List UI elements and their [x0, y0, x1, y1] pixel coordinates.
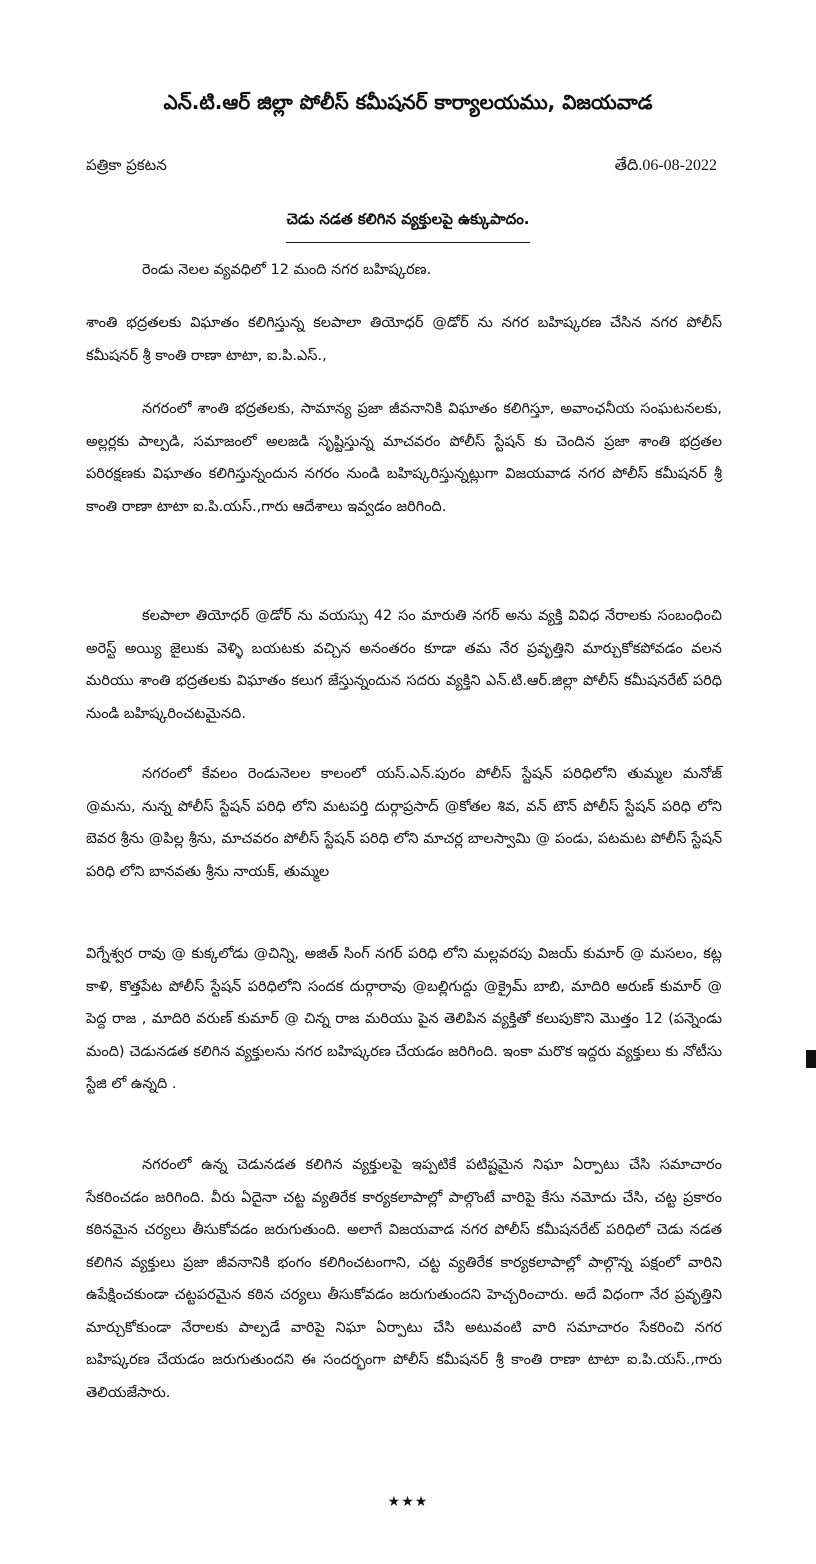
scrollbar-marker[interactable] [806, 1050, 816, 1068]
summary-paragraph: శాంతి భద్రతలకు విఘాతం కలిగిస్తున్న కలపాలా తియోధర్ @డోర్ ను నగర బహిష్కరణ చేసిన నగర పోలీస్ కమీషనర్ శ్రీ కాంతి రాణా టాటా, ఐ.పి.ఎస్., [86, 315, 722, 364]
release-date: తేది.06-08-2022 [614, 157, 717, 174]
body-paragraph-4: విగ్నేశ్వర రావు @ కుక్కలోడు @చిన్ని, అజిత్ సింగ్ నగర్ పరిధి లోని మల్లవరపు విజయ్ కుమార్ @ మసలం, కట్ల కాళి, కొత్తపేట పోలీస్ స్టేషన్ పరిధిలోని సందక దుర్గారావు @బల్లిగుద్దు @క్రైమ్ బాబి, మాదిరి అరుణ్ కుమార్ @ పెద్ద రాజ , మాదిరి వరుణ్ కుమార్ @ చిన్న రాజ మరియు పైన తెలిపిన వ్యక్తితో కలుపుకొని మొత్తం 12 (పన్నెండు మంది) చెడునడత కలిగిన వ్యక్తులను నగర బహిష్కరణ చేయడం జరిగింది. ఇంకా మరొక ఇద్దరు వ్యక్తులు కు నోటీసు స్టేజి లో ఉన్నది . [86, 946, 722, 1092]
body-paragraph-5: నగరంలో ఉన్న చెడునడత కలిగిన వ్యక్తులపై ఇప్పటికే పటిష్టమైన నిఘా ఏర్పాటు చేసి సమాచారం సేకరించడం జరిగింది. వీరు ఏదైనా చట్ట వ్యతిరేక కార్యకలాపాల్లో పాల్గొంటే వారిపై కేసు నమోదు చేసి, చట్ట ప్రకారం కఠినమైన చర్యలు తీసుకోవడం జరుగుతుంది. అలాగే విజయవాడ నగర పోలీస్ కమీషనరేట్ పరిధిలో చెడు నడత కలిగిన వ్యక్తులు ప్రజా జీవనానికి భంగం కలిగించటంగాని, చట్ట వ్యతిరేక కార్యకలాపాల్లో పాల్గొన్న పక్షంలో వారిని ఉపేక్షించకుండా చట్టపరమైన కఠిన చర్యలు తీసుకోవడం జరుగుతుందని హెచ్చరించారు. అదే విధంగా నేర ప్రవృత్తిని మార్చుకోకుండా నేరాలకు పాల్పడే వారిపై నిఘా ఏర్పాటు చేసి అటువంటి వారి సమాచారం సేకరించి నగర బహిష్కరణ చేయడం జరుగుతుందని ఈ సందర్భంగా పోలీస్ కమీషనర్ శ్రీ కాంతి రాణా టాటా ఐ.పి.యస్.,గారు తెలియజేసారు. [86, 1157, 722, 1401]
body-paragraph-2: కలపాలా తియోధర్ @డోర్ ను వయస్సు 42 సం మారుతి నగర్ అను వ్యక్తి వివిధ నేరాలకు సంబంధించి అరెస్ట్ అయ్యి జైలుకు వెళ్ళి బయటకు వచ్చిన అనంతరం కూడా తమ నేర ప్రవృత్తిని మార్చుకోకపోవడం వలన మరియు శాంతి భద్రతలకు విఘాతం కలుగ జేస్తున్నందున సదరు వ్యక్తిని ఎన్.టి.ఆర్.జిల్లా పోలీస్ కమీషనరేట్ పరిధి నుండి బహిష్కరించటమైనది. [86, 608, 722, 722]
subject-line [0, 209, 816, 243]
subject-heading: చెడు నడత కలిగిన వ్యక్తులపై ఉక్కుపాదం. [286, 210, 529, 243]
body-paragraph-1: నగరంలో శాంతి భద్రతలకు, సామాన్య ప్రజా జీవనానికి విఘాతం కలిగిస్తూ, అవాంఛనీయ సంఘటనలకు, అల్లర్లకు పాల్పడి, సమాజంలో అలజడి సృష్టిస్తున్న మాచవరం పోలీస్ స్టేషన్ కు చెందిన ప్రజా శాంతి భద్రతల పరిరక్షణకు విఘాతం కలిగిస్తున్నందున నగరం నుండి బహిష్కరిస్తున్నట్లుగా విజయవాడ నగర పోలీస్ కమీషనర్ శ్రీ కాంతి రాణా టాటా ఐ.పి.యస్.,గారు ఆదేశాలు ఇవ్వడం జరిగింది. [86, 401, 722, 515]
body-paragraph-3: నగరంలో కేవలం రెండునెలల కాలంలో యస్.ఎన్.పురం పోలీస్ స్టేషన్ పరిధిలోని తుమ్మల మనోజ్ @మను, నున్న పోలీస్ స్టేషన్ పరిధి లోని మటపర్తి దుర్గాప్రసాద్ @కోతల శివ, వన్ టౌన్ పోలీస్ స్టేషన్ పరిధి లోని బెవర శ్రీను @పిల్ల శ్రీను, మాచవరం పోలీస్ స్టేషన్ పరిధి లోని మాచర్ల బాలస్వామి @ పండు, పటమట పోలీస్ స్టేషన్ పరిధి లోని బానవతు శ్రీను నాయక్, తుమ్మల [86, 766, 722, 880]
office-title: ఎన్.టి.ఆర్ జిల్లా పోలీస్ కమీషనర్ కార్యాలయము, విజయవాడ [163, 90, 653, 114]
press-release-label: పత్రికా ప్రకటన [86, 156, 167, 174]
end-mark: ★★★ [387, 1494, 429, 1510]
intro-line: రెండు నెలల వ్యవధిలో 12 మంది నగర బహిష్కరణ. [142, 262, 432, 278]
